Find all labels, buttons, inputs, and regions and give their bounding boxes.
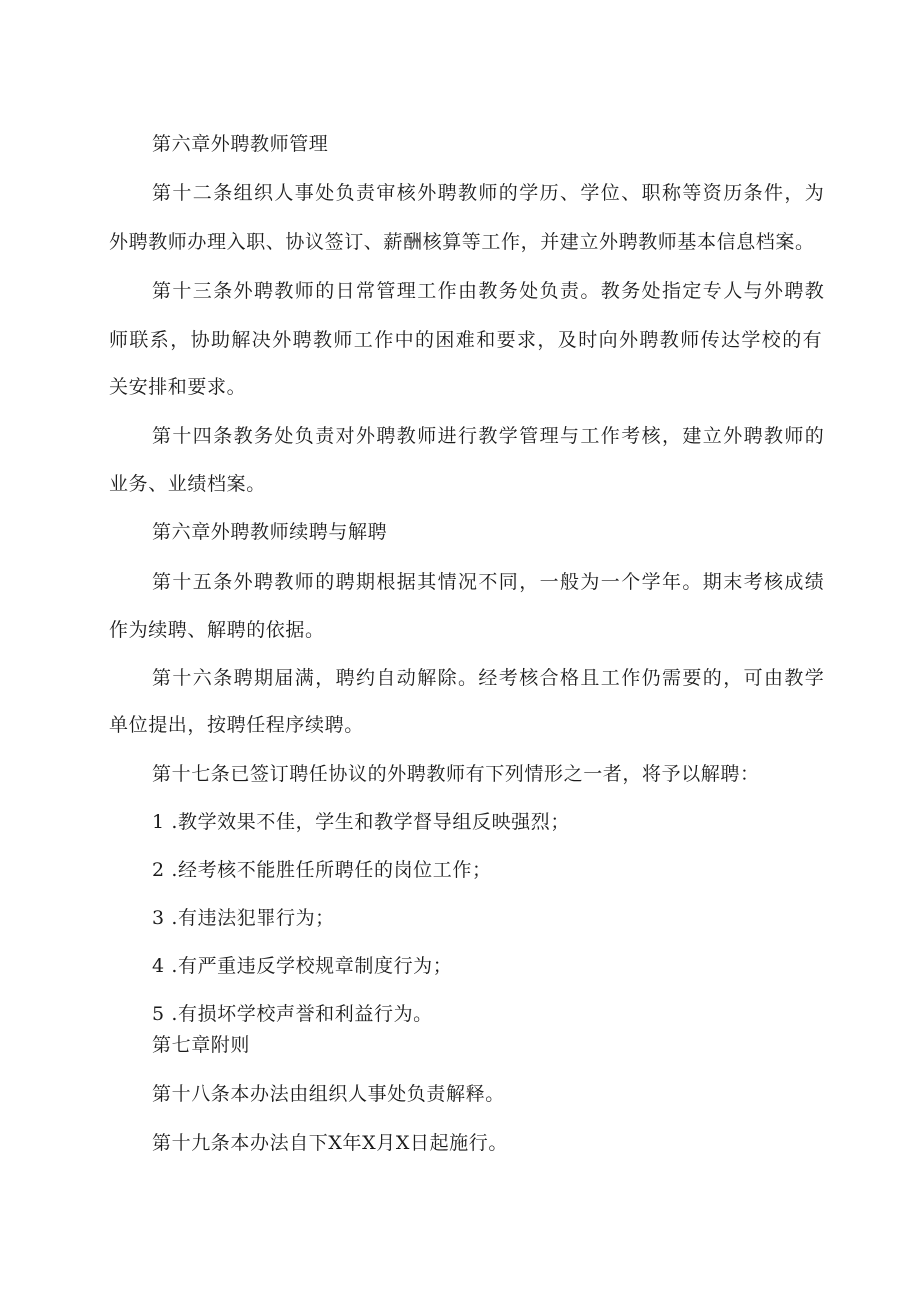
article-18: 第十八条本办法由组织人事处负责解释。 [152, 1083, 505, 1105]
article-12-line-2: 外聘教师办理入职、协议签订、薪酬核算等工作，并建立外聘教师基本信息档案。 [109, 231, 815, 253]
article-15-line-2: 作为续聘、解聘的依据。 [109, 619, 325, 641]
article-14-line-1: 第十四条教务处负责对外聘教师进行教学管理与工作考核，建立外聘教师的 [152, 425, 826, 447]
article-14-line-2: 业务、业绩档案。 [109, 473, 266, 495]
list-item-4: 4 .有严重违反学校规章制度行为； [152, 955, 453, 977]
article-12-line-1: 第十二条组织人事处负责审核外聘教师的学历、学位、职称等资历条件，为 [152, 182, 826, 204]
chapter-6b-title: 第六章外聘教师续聘与解聘 [152, 521, 388, 543]
article-19: 第十九条本办法自下X年X月X日起施行。 [152, 1132, 508, 1154]
article-16-line-1: 第十六条聘期届满，聘约自动解除。经考核合格且工作仍需要的，可由教学 [152, 667, 826, 689]
list-item-3: 3 .有违法犯罪行为； [152, 907, 335, 929]
list-item-2: 2 .经考核不能胜任所聘任的岗位工作； [152, 859, 492, 881]
list-item-1: 1 .教学效果不佳，学生和教学督导组反映强烈； [152, 811, 570, 833]
list-item-5: 5 .有损坏学校声誉和利益行为。 [152, 1003, 433, 1025]
article-13-line-2: 师联系，协助解决外聘教师工作中的困难和要求，及时向外聘教师传达学校的有 [109, 329, 824, 351]
article-15-line-1: 第十五条外聘教师的聘期根据其情况不同，一般为一个学年。期末考核成绩 [152, 571, 826, 593]
article-17: 第十七条已签订聘任协议的外聘教师有下列情形之一者，将予以解聘： [152, 763, 760, 785]
article-16-line-2: 单位提出，按聘任程序续聘。 [109, 714, 364, 736]
article-13-line-3: 关安排和要求。 [109, 376, 247, 398]
article-13-line-1: 第十三条外聘教师的日常管理工作由教务处负责。教务处指定专人与外聘教 [152, 280, 826, 302]
chapter-7-title: 第七章附则 [152, 1034, 251, 1056]
chapter-6-title: 第六章外聘教师管理 [152, 133, 329, 155]
